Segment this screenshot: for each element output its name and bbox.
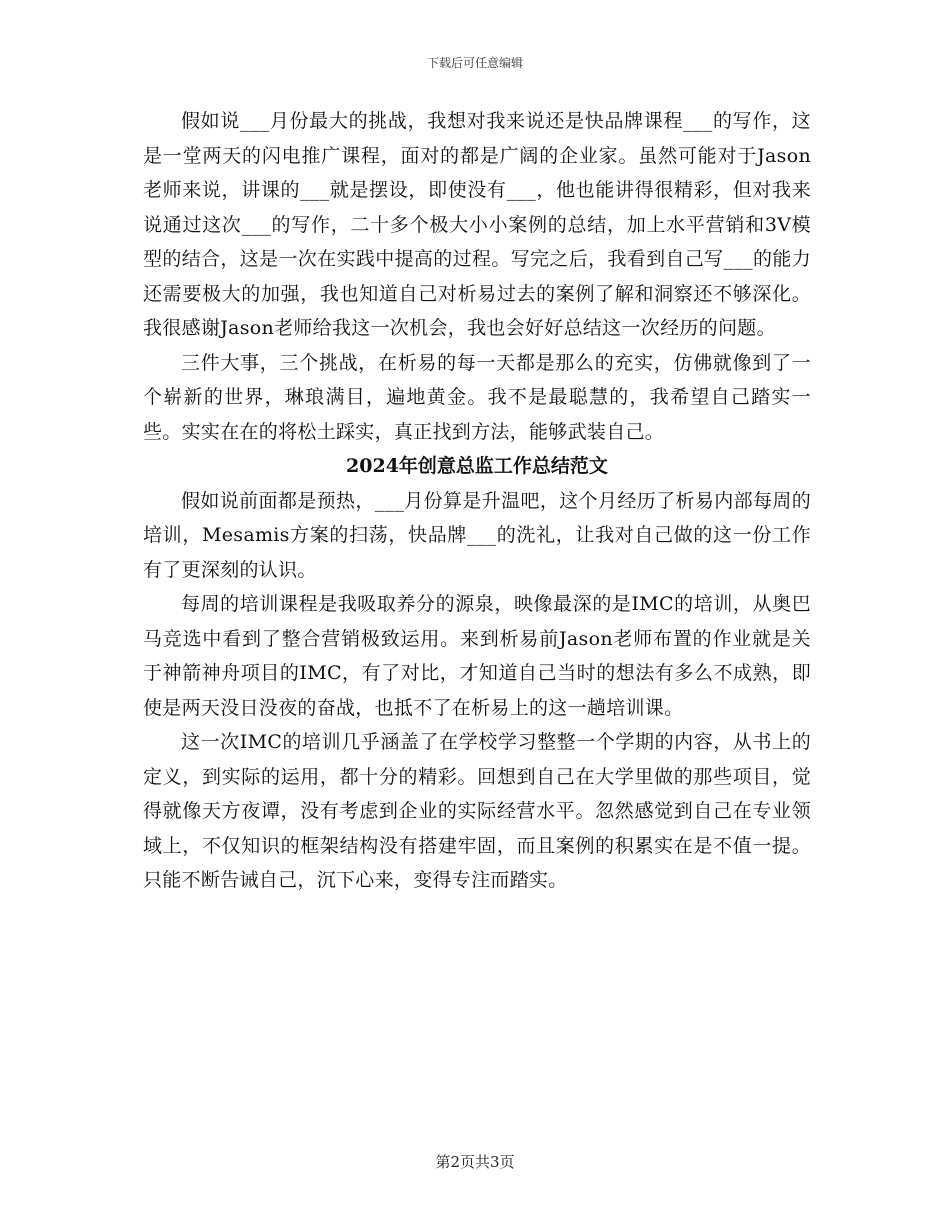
document-body xyxy=(143,104,811,898)
page-footer: 第2页共3页 xyxy=(435,1153,515,1171)
page-header: 下载后可任意编辑 xyxy=(426,56,523,70)
body-paragraph: 假如说___月份最大的挑战，我想对我来说还是快品牌课程___的写作，这是一堂两天的闪电推广课程，面对的都是广阔的企业家。虽然可能对于Jason老师来说，讲课的___就是摆设，即使没有___，他也能讲得很精彩，但对我来说通过这次___的写作，二十多个极大小小案例的总结，加上水平营销和3V模型的结合，这是一次在实践中提高的过程。写完之后，我看到自己写___的能力还需要极大的加强，我也知道自己对析易过去的案例了解和洞察还不够深化。我很感谢Jason老师给我这一次机会，我也会好好总结这一次经历的问题。 xyxy=(143,110,811,339)
body-paragraph: 三件大事，三个挑战，在析易的每一天都是那么的充实，仿佛就像到了一个崭新的世界，琳琅满目，遍地黄金。我不是最聪慧的，我希望自己踏实一些。实实在在的将松土踩实，真正找到方法，能够武装自己。 xyxy=(143,351,811,443)
section-paragraph: 假如说前面都是预热，___月份算是升温吧，这个月经历了析易内部每周的培训，Mesamis方案的扫荡，快品牌___的洗礼，让我对自己做的这一份工作有了更深刻的认识。 xyxy=(143,489,811,581)
section-title: 2024年创意总监工作总结范文 xyxy=(346,455,608,477)
section-paragraph: 这一次IMC的培训几乎涵盖了在学校学习整整一个学期的内容，从书上的定义，到实际的运用，都十分的精彩。回想到自己在大学里做的那些项目，觉得就像天方夜谭，没有考虑到企业的实际经营水平。忽然感觉到自己在专业领域上，不仅知识的框架结构没有搭建牢固，而且案例的积累实在是不值一提。只能不断告诫自己，沉下心来，变得专注而踏实。 xyxy=(143,731,811,891)
section-paragraph: 每周的培训课程是我吸取养分的源泉，映像最深的是IMC的培训，从奥巴马竞选中看到了整合营销极致运用。来到析易前Jason老师布置的作业就是关于神箭神舟项目的IMC，有了对比，才知道自己当时的想法有多么不成熟，即使是两天没日没夜的奋战，也抵不了在析易上的这一趟培训课。 xyxy=(143,593,811,719)
